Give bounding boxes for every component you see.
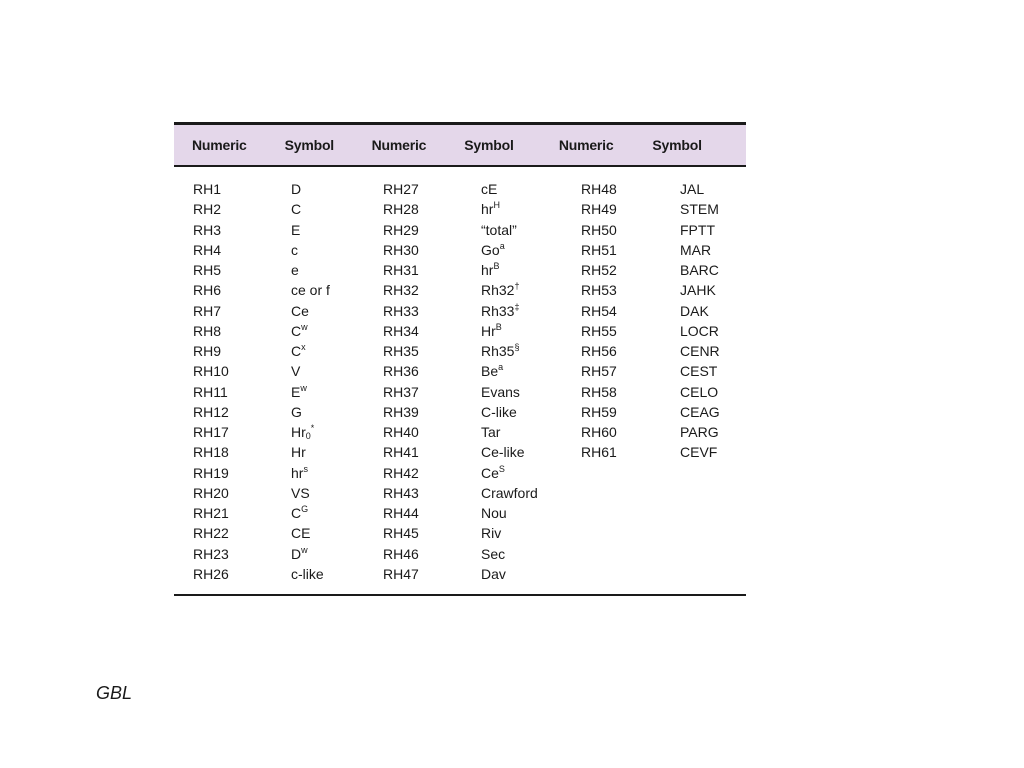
table-row [193,341,383,361]
table-row [581,341,746,361]
symbol-cell [291,179,383,199]
numeric-cell: RH39 [383,403,419,420]
symbol-superscript: x [301,342,306,352]
numeric-cell: RH17 [193,424,229,440]
symbol-subscript: 0 [305,431,311,441]
numeric-cell: RH41 [383,444,419,461]
numeric-cell: RH19 [193,464,229,481]
symbol-text: cE [481,181,498,197]
numeric-cell: RH54 [581,302,617,319]
symbol-cell [481,422,581,442]
table-row [383,442,581,462]
header-symbol-1: Symbol [284,137,334,153]
symbol-cell [680,260,746,280]
table-header-row [174,125,746,167]
symbol-cell [291,260,383,280]
table-row [383,564,581,584]
symbol-text: C-like [481,403,517,420]
table-row [193,523,383,543]
table-row [383,301,581,321]
table-row [581,220,746,240]
symbol-cell [291,544,383,564]
table-row [581,280,746,300]
symbol-superscript: G [301,504,309,514]
rh-antigen-table [174,122,746,596]
table-row [383,179,581,199]
symbol-text: CE [291,525,311,542]
symbol-cell [680,442,746,462]
numeric-cell: RH10 [193,363,229,380]
symbol-cell [291,564,383,584]
symbol-cell [481,321,581,341]
symbol-text: C [291,201,302,218]
numeric-cell: RH3 [193,221,222,238]
numeric-cell: RH22 [193,525,229,542]
symbol-cell [481,341,581,361]
symbol-text: G [291,403,302,420]
table-row [383,402,581,422]
symbol-text: Ce [291,302,309,319]
numeric-cell: RH18 [193,444,229,461]
symbol-cell [481,199,581,219]
symbol-superscript: B [493,261,500,271]
table-row [581,442,746,462]
symbol-cell [291,463,383,483]
symbol-superscript: a [498,362,504,373]
symbol-text: Rh33 [481,302,515,319]
symbol-cell [291,240,383,260]
table-row [383,382,581,402]
numeric-cell: RH60 [581,424,617,440]
numeric-cell: RH7 [193,302,222,319]
numeric-cell: RH26 [193,565,229,582]
symbol-text: Nou [481,505,507,521]
symbol-text: Hr [291,444,306,461]
symbol-text: hr [481,201,494,218]
numeric-cell: RH57 [581,363,617,380]
numeric-cell: RH2 [193,201,222,218]
table-row [581,361,746,381]
symbol-text: c [291,241,298,258]
numeric-cell: RH34 [383,322,419,339]
symbol-text: Crawford [481,484,538,501]
symbol-cell [291,361,383,381]
table-row [581,179,746,199]
symbol-text: Hr [291,424,306,440]
symbol-cell [481,523,581,543]
symbol-cell [680,220,746,240]
symbol-text: Go [481,241,500,258]
symbol-cell [481,382,581,402]
symbol-cell [291,199,383,219]
symbol-text: Be [481,363,499,380]
symbol-cell [481,179,581,199]
header-numeric-3: Numeric [558,137,614,153]
numeric-cell: RH50 [581,221,617,238]
symbol-cell [291,523,383,543]
numeric-cell: RH28 [383,201,419,218]
symbol-superscript: H [493,200,500,211]
numeric-cell: RH61 [581,444,617,461]
symbol-text: FPTT [680,221,715,238]
numeric-cell: RH43 [383,484,419,501]
symbol-superscript: a [499,240,505,251]
symbol-text: CEAG [680,403,720,420]
table-row [383,280,581,300]
symbol-text: Evans [481,383,520,400]
symbol-cell [291,280,383,300]
table-row [581,301,746,321]
table-row [193,564,383,584]
symbol-text: CEVF [680,444,718,461]
symbol-cell [481,240,581,260]
symbol-text: Ce-like [481,444,525,461]
table-row [193,402,383,422]
numeric-cell: RH56 [581,343,617,359]
symbol-cell [481,220,581,240]
numeric-cell: RH8 [193,322,222,339]
symbol-cell [481,463,581,483]
numeric-cell: RH51 [581,241,617,258]
symbol-cell [680,280,746,300]
numeric-cell: RH36 [383,363,419,380]
table-row [383,199,581,219]
numeric-cell: RH1 [193,181,222,197]
symbol-cell [680,361,746,381]
symbol-text: DAK [680,302,709,319]
symbol-cell [680,199,746,219]
table-row [383,341,581,361]
symbol-text: C [291,343,302,359]
symbol-text: JAHK [680,282,716,299]
symbol-cell [481,301,581,321]
numeric-cell: RH59 [581,403,617,420]
table-row [581,260,746,280]
table-row [193,260,383,280]
numeric-cell: RH44 [383,505,419,521]
symbol-text: Hr [481,322,496,339]
numeric-cell: RH6 [193,282,222,299]
symbol-cell [291,483,383,503]
numeric-cell: RH21 [193,505,229,521]
symbol-text: BARC [680,262,719,278]
numeric-cell: RH20 [193,484,229,501]
symbol-superscript: * [310,423,315,433]
symbol-cell [291,382,383,402]
symbol-text: PARG [680,424,719,440]
numeric-cell: RH52 [581,262,617,278]
table-row [193,422,383,442]
numeric-cell: RH29 [383,221,419,238]
table-row [383,220,581,240]
footer-label: GBL [96,683,133,703]
numeric-cell: RH31 [383,262,419,278]
symbol-cell [680,422,746,442]
symbol-text: ce or f [291,282,330,299]
header-symbol-2: Symbol [464,137,514,153]
symbol-cell [680,179,746,199]
symbol-cell [680,321,746,341]
column-group-2 [383,179,581,584]
symbol-text: “total” [481,221,517,238]
numeric-cell: RH48 [581,181,617,197]
symbol-superscript: † [514,281,520,292]
symbol-cell [291,442,383,462]
symbol-cell [291,402,383,422]
table-row [193,463,383,483]
symbol-cell [291,220,383,240]
table-row [193,503,383,523]
table-row [383,544,581,564]
table-row [581,321,746,341]
symbol-text: C [291,322,302,339]
numeric-cell: RH30 [383,241,419,258]
table-row [581,240,746,260]
table-row [383,361,581,381]
symbol-cell [680,341,746,361]
symbol-text: Rh32 [481,282,515,299]
table-row [383,260,581,280]
symbol-text: MAR [680,241,712,258]
symbol-text: V [291,363,301,380]
symbol-cell [481,544,581,564]
symbol-text: CEST [680,363,718,380]
symbol-cell [481,361,581,381]
numeric-cell: RH4 [193,241,222,258]
table-row [383,240,581,260]
table-row [581,382,746,402]
numeric-cell: RH46 [383,545,419,562]
symbol-cell [481,280,581,300]
header-symbol-3: Symbol [652,137,702,153]
symbol-cell [481,442,581,462]
symbol-superscript: B [495,321,502,332]
numeric-cell: RH35 [383,343,419,359]
numeric-cell: RH11 [193,383,228,400]
table-row [383,463,581,483]
table-row [581,402,746,422]
symbol-cell [481,260,581,280]
symbol-text: C [291,505,302,521]
symbol-text: STEM [680,201,719,218]
symbol-text: c-like [291,565,324,582]
symbol-text: D [291,545,302,562]
symbol-superscript: w [301,544,308,555]
symbol-cell [291,503,383,523]
numeric-cell: RH9 [193,343,222,359]
table-row [581,422,746,442]
table-row [383,422,581,442]
numeric-cell: RH47 [383,565,419,582]
table-row [193,199,383,219]
symbol-cell [680,382,746,402]
table-row [193,544,383,564]
symbol-superscript: ‡ [514,301,520,312]
table-row [193,382,383,402]
numeric-cell: RH58 [581,383,617,400]
symbol-cell [481,503,581,523]
symbol-cell [481,564,581,584]
symbol-cell [291,422,383,442]
symbol-text: E [291,383,301,400]
header-numeric-2: Numeric [371,137,427,153]
table-row [193,240,383,260]
symbol-text: JAL [680,181,705,197]
symbol-text: E [291,221,301,238]
symbol-text: LOCR [680,322,719,339]
table-body [174,167,746,594]
symbol-superscript: S [498,463,505,474]
numeric-cell: RH5 [193,262,222,278]
table-row [193,321,383,341]
column-group-3 [581,179,746,584]
symbol-cell [680,240,746,260]
numeric-cell: RH33 [383,302,419,319]
numeric-cell: RH32 [383,282,419,299]
symbol-text: Tar [481,424,501,440]
table-row [193,179,383,199]
symbol-superscript: w [300,382,307,393]
symbol-text: CELO [680,383,719,400]
table-row [193,483,383,503]
symbol-text: Dav [481,565,506,582]
symbol-text: Rh35 [481,343,515,359]
table-row [383,321,581,341]
symbol-text: hr [481,262,494,278]
symbol-text: CENR [680,343,720,359]
symbol-superscript: § [514,342,520,352]
table-row [383,523,581,543]
symbol-cell [481,402,581,422]
symbol-text: VS [291,484,310,501]
symbol-cell [291,341,383,361]
symbol-text: Ce [481,464,499,481]
table-row [193,220,383,240]
numeric-cell: RH40 [383,424,419,440]
symbol-cell [481,483,581,503]
table-row [193,301,383,321]
numeric-cell: RH42 [383,464,419,481]
symbol-cell [291,321,383,341]
numeric-cell: RH49 [581,201,617,218]
symbol-text: Sec [481,545,506,562]
symbol-text: hr [291,464,304,481]
numeric-cell: RH55 [581,322,617,339]
symbol-text: Riv [481,525,502,542]
header-numeric-1: Numeric [191,137,247,153]
table-row [193,361,383,381]
numeric-cell: RH23 [193,545,229,562]
numeric-cell: RH53 [581,282,617,299]
table-row [193,280,383,300]
numeric-cell: RH37 [383,383,419,400]
symbol-text: D [291,181,302,197]
symbol-cell [680,301,746,321]
symbol-superscript: s [303,463,308,474]
symbol-text: e [291,262,299,278]
numeric-cell: RH12 [193,403,229,420]
table-row [383,483,581,503]
numeric-cell: RH27 [383,181,419,197]
symbol-cell [680,402,746,422]
symbol-cell [291,301,383,321]
table-row [383,503,581,523]
symbol-superscript: w [301,321,308,332]
table-row [581,199,746,219]
table-row [193,442,383,462]
column-group-1 [193,179,383,584]
numeric-cell: RH45 [383,525,419,542]
